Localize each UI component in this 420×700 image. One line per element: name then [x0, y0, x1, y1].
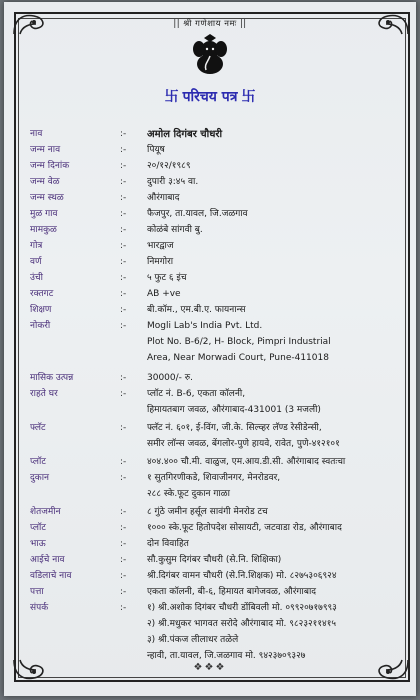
- footer-ornament: ❖❖❖: [193, 662, 227, 673]
- list-item: [30, 521, 400, 536]
- field-label: नोकरी: [30, 321, 51, 331]
- list-item: [30, 403, 400, 418]
- field-separator: :-: [120, 571, 127, 581]
- field-label: प्लॉट: [30, 523, 46, 533]
- field-value: 30000/- रु.: [147, 373, 194, 383]
- field-value: फ्लॅट नं. ६०१, ई-विंग, जी.के. सिल्व्हर लॅण्ड रेसीडेन्सी,: [147, 423, 322, 433]
- field-separator: :-: [120, 603, 127, 613]
- field-value: समीर लॉन्स जवळ, बेंगलोर-पुणे हायवे, रावेत, पुणे-४१२१०१: [147, 439, 340, 449]
- field-value: सौ.कुसुम दिगंबर चौधरी (से.नि. शिक्षिका): [147, 555, 282, 565]
- field-value: १ सुतगिरणीकडे, शिवाजीनगर, मेनरोडवर,: [147, 473, 281, 483]
- field-label: फ्लॅट: [30, 423, 46, 433]
- list-item: [30, 287, 400, 302]
- field-value: पियूष: [147, 145, 165, 155]
- field-value: ५ फुट ६ इंच: [147, 273, 187, 283]
- list-item: [30, 335, 400, 350]
- field-separator: :-: [120, 273, 127, 283]
- field-value: दोन विवाहित: [147, 539, 189, 549]
- field-separator: :-: [120, 257, 127, 267]
- list-item: [30, 553, 400, 568]
- field-label: उंची: [30, 273, 43, 283]
- field-label: जन्म दिनांक: [30, 161, 70, 171]
- title-text: परिचय पत्र: [182, 89, 238, 105]
- field-separator: :-: [120, 539, 127, 549]
- field-label: जन्म नाव: [30, 145, 61, 155]
- field-label: गोत्र: [30, 241, 43, 251]
- field-label: दुकान: [30, 473, 50, 483]
- field-label: राहते घर: [30, 389, 58, 399]
- field-value: दुपारी ३:४५ वा.: [147, 177, 199, 187]
- list-item: [30, 471, 400, 486]
- list-item: [30, 455, 400, 470]
- list-item: [30, 143, 400, 158]
- field-label: रक्तगट: [30, 289, 54, 299]
- field-value: कोळंबे सांगवी बु.: [147, 225, 203, 235]
- list-item: [30, 255, 400, 270]
- field-value: प्लॉट नं. B-6, एकता कॉलनी,: [147, 389, 246, 399]
- field-value: फैजपुर, ता.यावल, जि.जळगाव: [147, 209, 248, 219]
- list-item: [30, 387, 400, 402]
- list-item: [30, 585, 400, 600]
- field-separator: :-: [120, 241, 127, 251]
- field-label: प्लॉट: [30, 457, 46, 467]
- field-separator: :-: [120, 373, 127, 383]
- list-item: [30, 191, 400, 206]
- field-value: २०/१२/१९८९: [147, 161, 191, 171]
- swastika-icon: 卐: [164, 89, 179, 105]
- field-value: श्री.दिगंबर वामन चौधरी (से.नि.शिक्षक) मो. ८२७५३०६९२४: [147, 571, 337, 581]
- field-value: २८८ स्के.फूट दुकान गाळा: [147, 489, 230, 499]
- field-value: २) श्री.मधुकर भागवत सरोदे औरंगाबाद मो. ९८२३२११४१५: [147, 619, 337, 629]
- field-value: Plot No. B-6/2, H- Block, Pimpri Industrial: [147, 337, 331, 347]
- field-value: औरंगाबाद: [147, 193, 180, 203]
- list-item: [30, 271, 400, 286]
- field-separator: :-: [120, 423, 127, 433]
- list-item: [30, 601, 400, 616]
- field-separator: :-: [120, 587, 127, 597]
- field-value: ४०४.४०० चौ.मी. वाळुज, एम.आय.डी.सी. औरंगाबाद स्वतःचा: [147, 457, 346, 467]
- field-value: AB +ve: [147, 289, 181, 299]
- field-separator: :-: [120, 193, 127, 203]
- field-label: आईचे नाव: [30, 555, 65, 565]
- list-item: [30, 421, 400, 436]
- field-value: १) श्री.अशोक दिगंबर चौधरी डोंबिवली मो. ०९९२०७१७९९३: [147, 603, 337, 613]
- field-value: अमोल दिगंबर चौधरी: [147, 129, 223, 140]
- field-label: मासिक उत्पन्न: [30, 373, 74, 383]
- list-item: [30, 351, 400, 366]
- field-value: Area, Near Morwadi Court, Pune-411018: [147, 353, 329, 363]
- list-item: [30, 207, 400, 222]
- field-separator: :-: [120, 289, 127, 299]
- list-item: [30, 505, 400, 520]
- list-item: [30, 371, 400, 386]
- list-item: [30, 175, 400, 190]
- field-value: न्हावी, ता.यावल, जि.जळगाव मो. ९४२३७०९३२७: [147, 651, 306, 661]
- field-separator: :-: [120, 507, 127, 517]
- field-value: १००० स्के.फूट हितोपदेश सोसायटी, जटवाडा रोड, औरंगाबाद: [147, 523, 342, 533]
- field-label: मामकुळ: [30, 225, 57, 235]
- list-item: [30, 617, 400, 632]
- field-value: ८ गुंठे जमीन हर्सूल सावंगी मेनरोड टच: [147, 507, 268, 517]
- field-label: भाऊ: [30, 539, 46, 549]
- field-label: नाव: [30, 129, 43, 139]
- list-item: [30, 223, 400, 238]
- field-separator: :-: [120, 161, 127, 171]
- field-separator: :-: [120, 473, 127, 483]
- field-separator: :-: [120, 523, 127, 533]
- list-item: [30, 633, 400, 648]
- field-value: भारद्वाज: [147, 241, 174, 251]
- field-value: निमगोरा: [147, 257, 174, 267]
- list-item: [30, 537, 400, 552]
- field-separator: :-: [120, 209, 127, 219]
- list-item: [30, 319, 400, 334]
- field-separator: :-: [120, 129, 127, 139]
- list-item: [30, 159, 400, 174]
- field-separator: :-: [120, 457, 127, 467]
- field-separator: :-: [120, 145, 127, 155]
- invocation-text: || श्री गणेशाय नमः ||: [173, 19, 247, 29]
- field-value: एकता कॉलनी, बी-६, हिमायत बागेजवळ, औरंगाबाद: [147, 587, 317, 597]
- field-label: वडिलाचे नाव: [30, 571, 72, 581]
- list-item: [30, 487, 400, 502]
- field-value: ३) श्री.पंकज लीलाधर तळेले: [147, 635, 239, 645]
- field-label: जन्म स्थळ: [30, 193, 64, 203]
- field-value: हिमायतबाग जवळ, औरंगाबाद-431001 (3 मजली): [147, 405, 321, 415]
- field-label: शेतजमीन: [30, 507, 61, 517]
- list-item: [30, 239, 400, 254]
- list-item: [30, 127, 400, 142]
- list-item: [30, 437, 400, 452]
- swastika-icon: 卐: [241, 89, 256, 105]
- field-separator: :-: [120, 305, 127, 315]
- field-separator: :-: [120, 177, 127, 187]
- field-separator: :-: [120, 321, 127, 331]
- field-label: पत्ता: [30, 587, 44, 597]
- field-label: जन्म वेळ: [30, 177, 60, 187]
- field-label: मुळ गाव: [30, 209, 58, 219]
- field-label: शिक्षण: [30, 305, 52, 315]
- field-separator: :-: [120, 389, 127, 399]
- field-value: बी.कॉम., एम.बी.ए. फायनान्स: [147, 305, 246, 315]
- field-value: Mogli Lab's India Pvt. Ltd.: [147, 321, 263, 331]
- field-label: संपर्क: [30, 603, 49, 613]
- list-item: [30, 569, 400, 584]
- field-separator: :-: [120, 225, 127, 235]
- field-label: वर्ण: [30, 257, 42, 267]
- field-separator: :-: [120, 555, 127, 565]
- list-item: [30, 303, 400, 318]
